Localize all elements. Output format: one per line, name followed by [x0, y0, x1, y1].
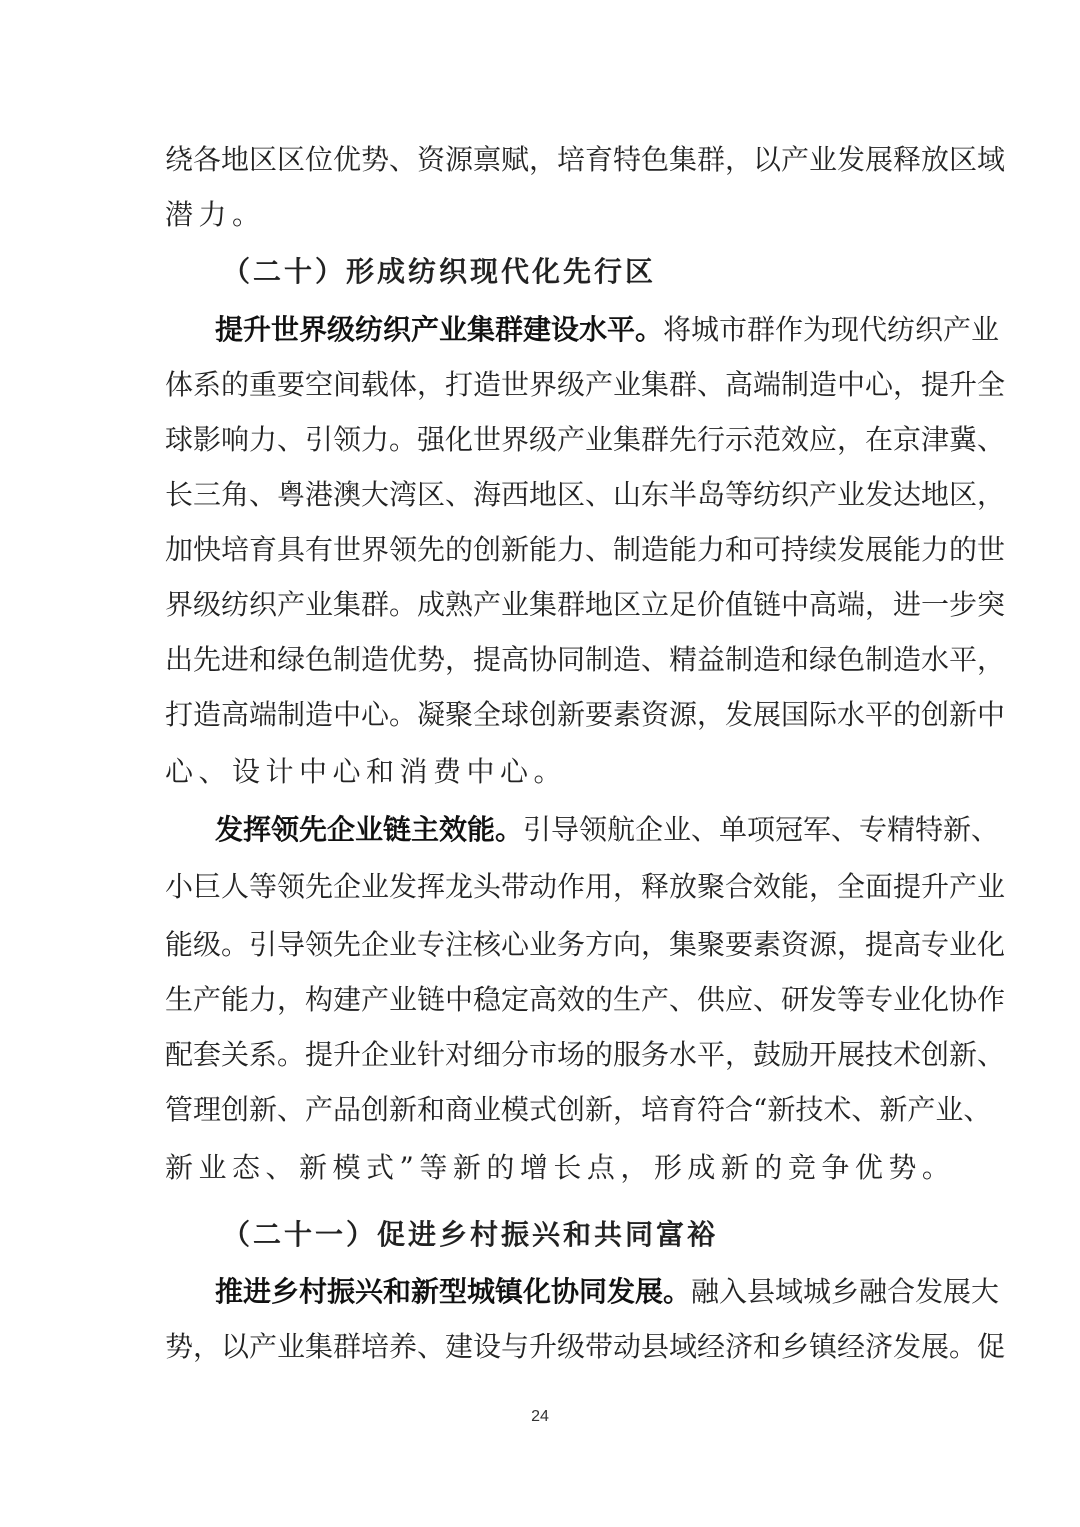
body-line: 心、设计中心和消费中心。: [165, 755, 568, 788]
body-line: 体系的重要空间载体，打造世界级产业集群、高端制造中心，提升全: [165, 368, 1006, 401]
body-line: 势，以产业集群培养、建设与升级带动县域经济和乡镇经济发展。促: [165, 1330, 1006, 1363]
paragraph-first-line: [215, 1275, 1000, 1309]
body-line: 加快培育具有世界领先的创新能力、制造能力和可持续发展能力的世: [165, 533, 1006, 566]
body-line: 新业态、新模式”等新的增长点，形成新的竞争优势。: [165, 1151, 956, 1184]
paragraph-first-line: [215, 313, 1000, 347]
body-text: 融入县域城乡融合发展大: [691, 1275, 1000, 1308]
body-line: 生产能力，构建产业链中稳定高效的生产、供应、研发等专业化协作: [165, 983, 1006, 1016]
paragraph-lead: 推进乡村振兴和新型城镇化协同发展。: [215, 1275, 692, 1308]
section-heading-21: （二十一）促进乡村振兴和共同富裕: [222, 1218, 719, 1251]
page-number: 24: [531, 1408, 549, 1425]
body-line: 小巨人等领先企业发挥龙头带动作用，释放聚合效能，全面提升产业: [165, 870, 1006, 903]
body-line: 出先进和绿色制造优势，提高协同制造、精益制造和绿色制造水平，: [165, 643, 1006, 676]
body-line: 潜力。: [165, 198, 266, 231]
body-line: 管理创新、产品创新和商业模式创新，培育符合“新技术、新产业、: [165, 1093, 992, 1126]
body-line: 球影响力、引领力。强化世界级产业集群先行示范效应，在京津冀、: [165, 423, 1006, 456]
paragraph-first-line: [215, 813, 1000, 847]
paragraph-lead: 提升世界级纺织产业集群建设水平。: [215, 313, 664, 346]
body-line: 打造高端制造中心。凝聚全球创新要素资源，发展国际水平的创新中: [165, 698, 1006, 731]
paragraph-lead: 发挥领先企业链主效能。: [215, 813, 524, 846]
body-line: 配套关系。提升企业针对细分市场的服务水平，鼓励开展技术创新、: [165, 1038, 1006, 1071]
body-text: 引导领航企业、单项冠军、专精特新、: [523, 813, 1000, 846]
body-line: 绕各地区区位优势、资源禀赋，培育特色集群，以产业发展释放区域: [165, 143, 1006, 176]
body-line: 长三角、粤港澳大湾区、海西地区、山东半岛等纺织产业发达地区，: [165, 478, 1006, 511]
body-line: 能级。引导领先企业专注核心业务方向，集聚要素资源，提高专业化: [165, 928, 1006, 961]
body-text: 将城市群作为现代纺织产业: [663, 313, 1000, 346]
body-line: 界级纺织产业集群。成熟产业集群地区立足价值链中高端，进一步突: [165, 588, 1006, 621]
section-heading-20: （二十）形成纺织现代化先行区: [222, 255, 657, 288]
